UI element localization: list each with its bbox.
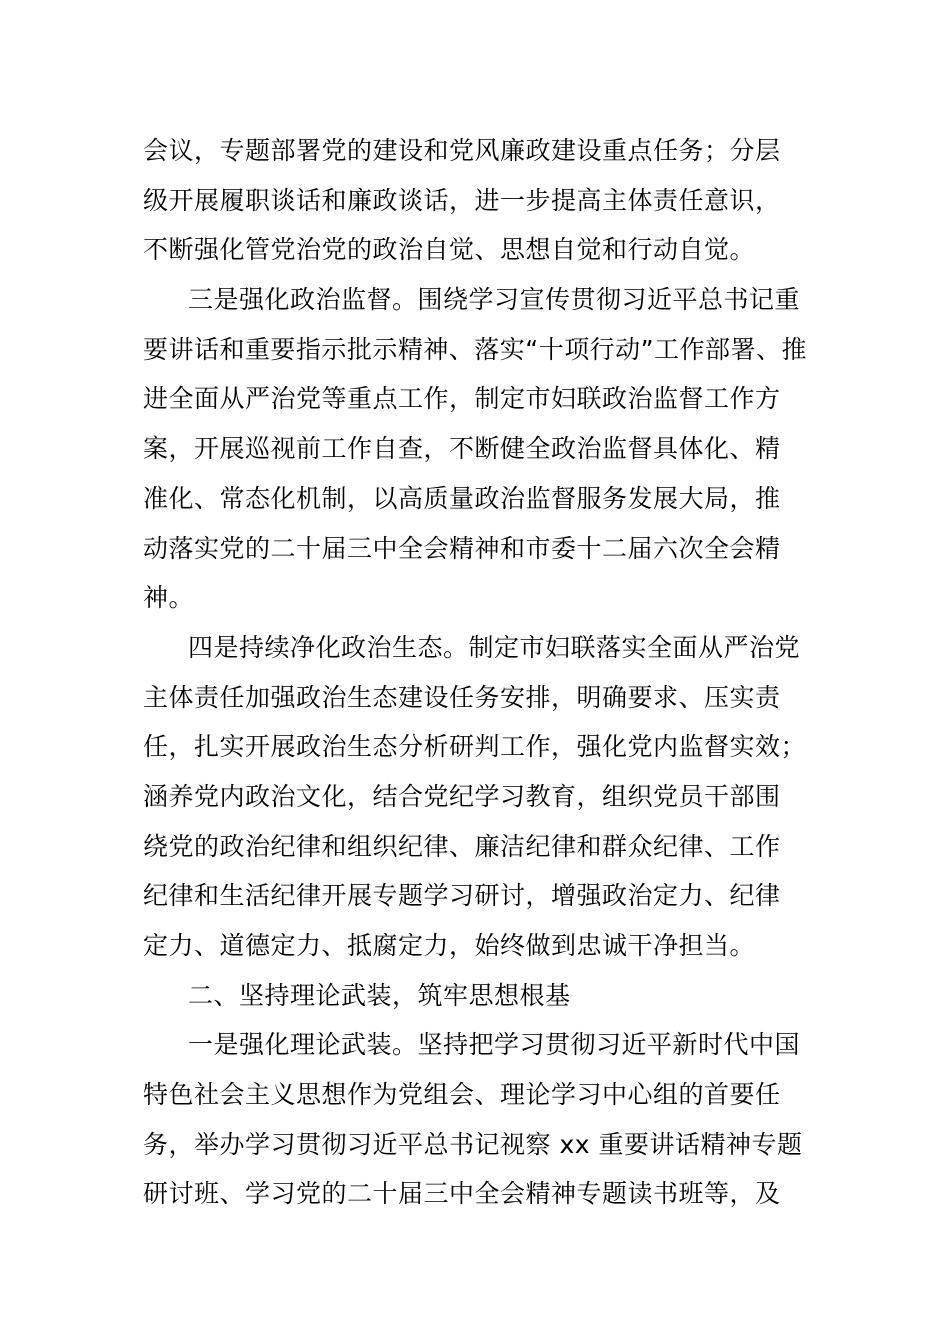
text-line: 涵养党内政治文化，结合党纪学习教育，组织党员干部围 <box>143 781 781 811</box>
text-line: 神。 <box>143 583 195 613</box>
text-line: 定力、道德定力、抵腐定力，始终做到忠诚干净担当。 <box>143 931 756 960</box>
text-line: 任，扎实开展政治生态分析研判工作，强化党内监督实效； <box>143 732 807 762</box>
text-line: 研讨班、学习党的二十届三中全会精神专题读书班等，及 <box>143 1179 781 1209</box>
text-line: 绕党的政治纪律和组织纪律、廉洁纪律和群众纪律、工作 <box>143 831 781 861</box>
text-line: 特色社会主义思想作为党组会、理论学习中心组的首要任 <box>143 1080 781 1110</box>
paragraph-first-line: 四是持续净化政治生态。制定市妇联落实全面从严治党 <box>188 632 801 662</box>
text-line: 进全面从严治党等重点工作，制定市妇联政治监督工作方 <box>143 384 781 414</box>
text-line: 主体责任加强政治生态建设任务安排，明确要求、压实责 <box>143 682 781 712</box>
text-line: 务，举办学习贯彻习近平总书记视察 xx 重要讲话精神专题 <box>143 1129 803 1159</box>
paragraph-first-line: 一是强化理论武装。坚持把学习贯彻习近平新时代中国 <box>188 1030 801 1060</box>
text-line: 会议，专题部署党的建设和党风廉政建设重点任务；分层 <box>143 136 781 165</box>
paragraph-first-line: 三是强化政治监督。围绕学习宣传贯彻习近平总书记重 <box>188 285 801 315</box>
paragraph-first-line: 二、坚持理论武装，筑牢思想根基 <box>188 980 571 1010</box>
document-body <box>143 126 807 1219</box>
text-line: 要讲话和重要指示批示精神、落实“十项行动”工作部署、推 <box>143 334 807 364</box>
text-line: 纪律和生活纪律开展专题学习研讨，增强政治定力、纪律 <box>143 881 781 911</box>
text-line: 准化、常态化机制，以高质量政治监督服务发展大局，推 <box>143 483 781 513</box>
text-line: 级开展履职谈话和廉政谈话，进一步提高主体责任意识， <box>143 185 781 215</box>
text-line: 案，开展巡视前工作自查，不断健全政治监督具体化、精 <box>143 434 781 464</box>
text-line: 动落实党的二十届三中全会精神和市委十二届六次全会精 <box>143 533 781 563</box>
text-line: 不断强化管党治党的政治自觉、思想自觉和行动自觉。 <box>143 235 756 265</box>
